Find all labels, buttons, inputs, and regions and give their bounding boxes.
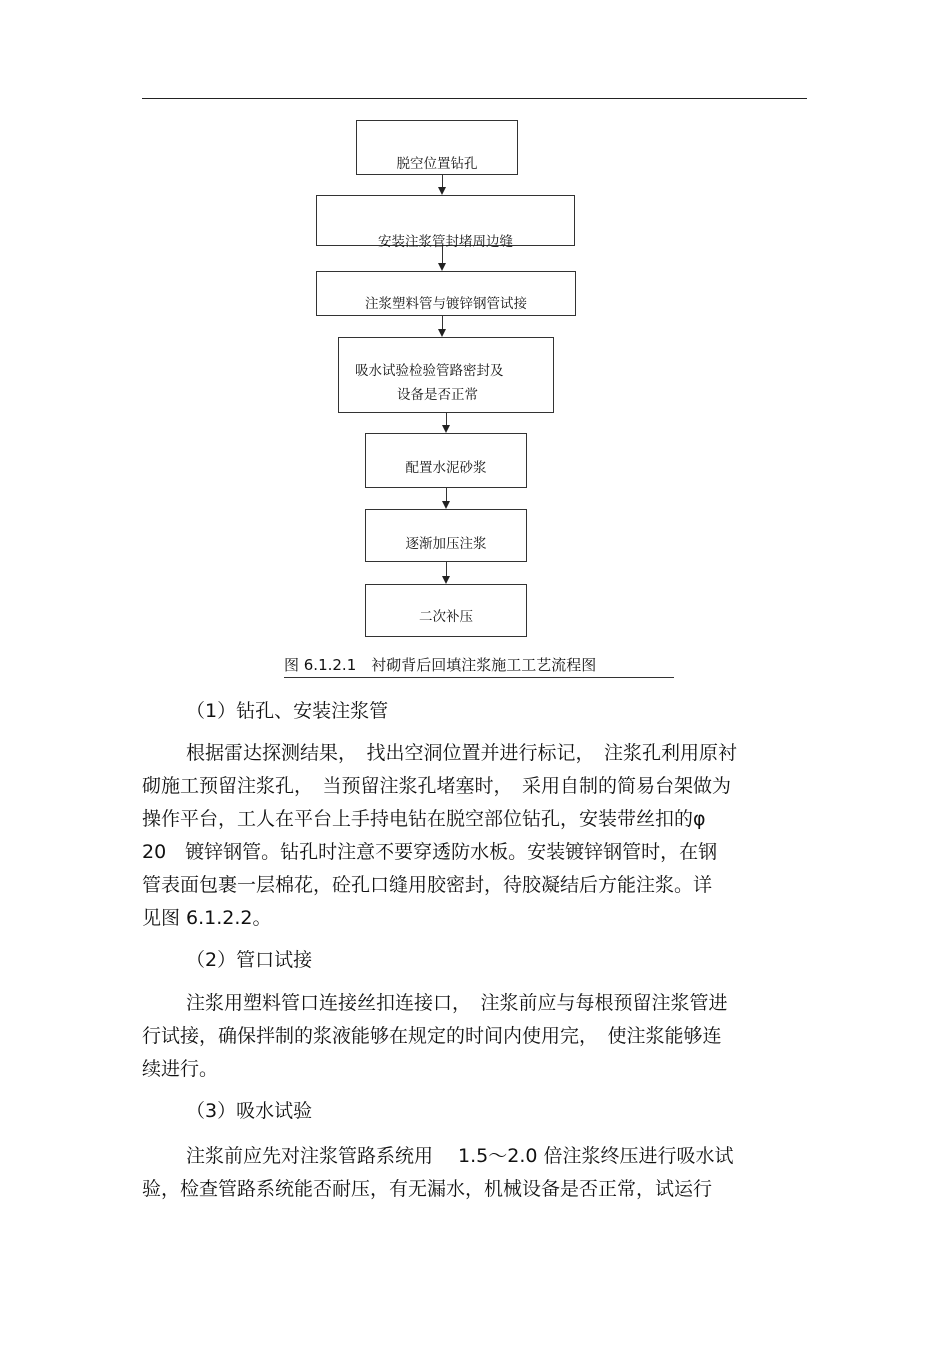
paragraph-line: 注浆用塑料管口连接丝扣连接口， 注浆前应与每根预留注浆管进: [186, 992, 728, 1014]
flow-arrow-line: [442, 175, 443, 187]
flow-arrow-head: [442, 501, 450, 509]
section-heading: （2）管口试接: [186, 949, 313, 971]
header-rule: [142, 98, 807, 99]
section-heading: （3）吸水试验: [186, 1100, 313, 1122]
flow-step-trial-connect: [316, 271, 576, 316]
paragraph-line: 行试接，确保拌制的浆液能够在规定的时间内使用完， 使注浆能够连: [142, 1025, 722, 1047]
flow-step-label: 二次补压: [419, 609, 473, 625]
flow-step-label: 吸水试验检验管路密封及: [355, 363, 504, 379]
flow-arrow-head: [442, 425, 450, 433]
flow-step-label: 逐渐加压注浆: [405, 536, 487, 552]
flow-step-label: 安装注浆管封堵周边缝: [378, 234, 513, 250]
section-heading: （1）钻孔、安装注浆管: [186, 700, 389, 722]
flow-arrow-line: [446, 413, 447, 425]
flow-step-pressurize: [365, 509, 527, 562]
paragraph-line: 管表面包裹一层棉花，砼孔口缝用胶密封，待胶凝结后方能注浆。详: [142, 874, 713, 896]
flow-arrow-head: [438, 329, 446, 337]
flow-step-drill: [356, 120, 518, 175]
flow-step-water-test: [338, 337, 554, 413]
flow-step-label: 注浆塑料管与镀锌钢管试接: [365, 296, 527, 312]
flow-step-label: 脱空位置钻孔: [396, 156, 478, 172]
flow-arrow-line: [446, 488, 447, 501]
flow-arrow-line: [446, 562, 447, 576]
flow-arrow-head: [442, 576, 450, 584]
paragraph-line: 见图 6.1.2.2。: [142, 907, 272, 929]
paragraph-line: 操作平台，工人在平台上手持电钻在脱空部位钻孔，安装带丝扣的φ: [142, 808, 706, 830]
flow-step-label: 配置水泥砂浆: [405, 460, 487, 476]
figure-caption: 图 6.1.2.1 衬砌背后回填注浆施工工艺流程图: [284, 655, 674, 678]
paragraph-line: 续进行。: [142, 1058, 219, 1080]
paragraph-line: 根据雷达探测结果， 找出空洞位置并进行标记， 注浆孔利用原衬: [186, 742, 738, 764]
flow-arrow-head: [438, 187, 446, 195]
flow-step-label-line2: 设备是否正常: [397, 387, 478, 403]
paragraph-line: 20 镀锌钢管。钻孔时注意不要穿透防水板。安装镀锌钢管时，在钢: [142, 841, 718, 863]
paragraph-line: 砌施工预留注浆孔， 当预留注浆孔堵塞时， 采用自制的简易台架做为: [142, 775, 732, 797]
flow-arrow-line: [442, 316, 443, 329]
flow-step-install-pipe: [316, 195, 575, 250]
paragraph-line: 注浆前应先对注浆管路系统用 1.5～2.0 倍注浆终压进行吸水试: [186, 1145, 734, 1167]
flow-step-mix-mortar: [365, 433, 527, 488]
paragraph-line: 验，检查管路系统能否耐压，有无漏水，机械设备是否正常，试运行: [142, 1178, 713, 1200]
flow-arrow-line: [442, 246, 443, 263]
flow-arrow-head: [438, 263, 446, 271]
flow-step-secondary-pressure: [365, 584, 527, 637]
